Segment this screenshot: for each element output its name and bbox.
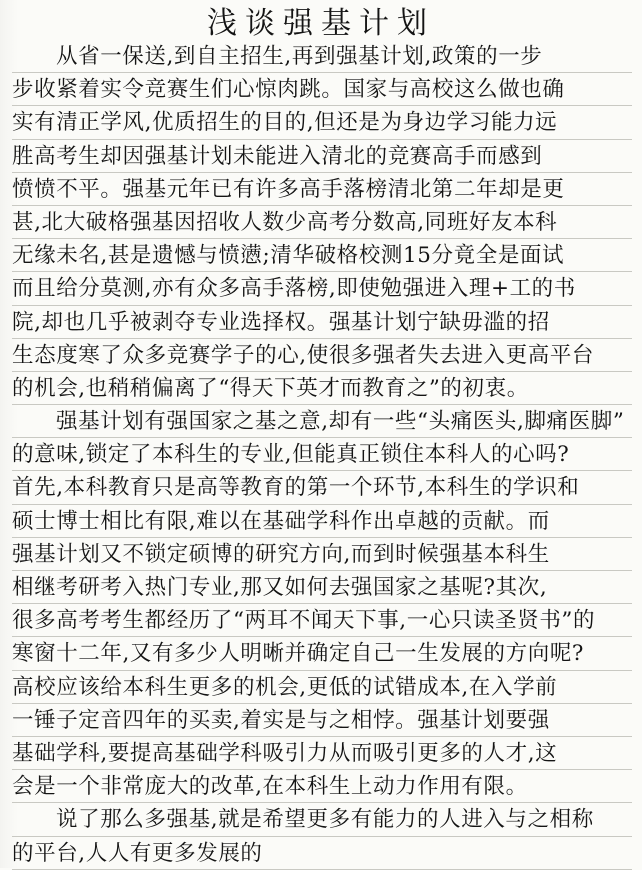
text-line: 愤愤不平。强基元年已有许多高手落榜清北第二年却是更 xyxy=(12,173,632,206)
text-line: 说了那么多强基,就是希望更多有能力的人进入与之相称 xyxy=(12,803,632,836)
text-line: 强基计划又不锁定硕博的研究方向,而到时候强基本科生 xyxy=(12,538,632,571)
text-line: 院,却也几乎被剥夺专业选择权。强基计划宁缺毋滥的招 xyxy=(12,306,632,339)
text-line: 强基计划有强国家之基之意,却有一些“头痛医头,脚痛医脚” xyxy=(12,405,632,438)
text-line: 很多高考考生都经历了“两耳不闻天下事,一心只读圣贤书”的 xyxy=(12,604,632,637)
text-line: 实有清正学风,优质招生的目的,但还是为身边学习能力远 xyxy=(12,106,632,139)
text-line: 高校应该给本科生更多的机会,更低的试错成本,在入学前 xyxy=(12,671,632,704)
text-line: 从省一保送,到自主招生,再到强基计划,政策的一步 xyxy=(12,40,632,73)
text-line: 相继考研考入热门专业,那又如何去强国家之基呢?其次, xyxy=(12,571,632,604)
text-line: 的意味,锁定了本科生的专业,但能真正锁住本科人的心吗? xyxy=(12,438,632,471)
text-line: 会是一个非常庞大的改革,在本科生上动力作用有限。 xyxy=(12,770,632,803)
text-line: 寒窗十二年,又有多少人明晰并确定自己一生发展的方向呢? xyxy=(12,637,632,670)
text-line: 的机会,也稍稍偏离了“得天下英才而教育之”的初衷。 xyxy=(12,372,632,405)
text-line: 首先,本科教育只是高等教育的第一个环节,本科生的学识和 xyxy=(12,471,632,504)
text-line: 步收紧着实令竞赛生们心惊肉跳。国家与高校这么做也确 xyxy=(12,73,632,106)
text-line: 硕士博士相比有限,难以在基础学科作出卓越的贡献。而 xyxy=(12,505,632,538)
text-line: 甚,北大破格强基因招收人数少高考分数高,同班好友本科 xyxy=(12,206,632,239)
text-line: 生态度寒了众多竞赛学子的心,使很多强者失去进入更高平台 xyxy=(12,339,632,372)
text-line: 的平台,人人有更多发展的 xyxy=(12,837,632,870)
text-line: 基础学科,要提高基础学科吸引力从而吸引更多的人才,这 xyxy=(12,737,632,770)
essay-body xyxy=(12,40,632,870)
text-line: 无缘未名,甚是遗憾与愤懑;清华破格校测15分竟全是面试 xyxy=(12,239,632,272)
text-line: 一锤子定音四年的买卖,着实是与之相悖。强基计划要强 xyxy=(12,704,632,737)
text-line: 而且给分莫测,亦有众多高手落榜,即使勉强进入理+工的书 xyxy=(12,272,632,305)
text-line: 胜高考生却因强基计划未能进入清北的竞赛高手而感到 xyxy=(12,140,632,173)
essay-title: 浅谈强基计划 xyxy=(207,6,435,41)
